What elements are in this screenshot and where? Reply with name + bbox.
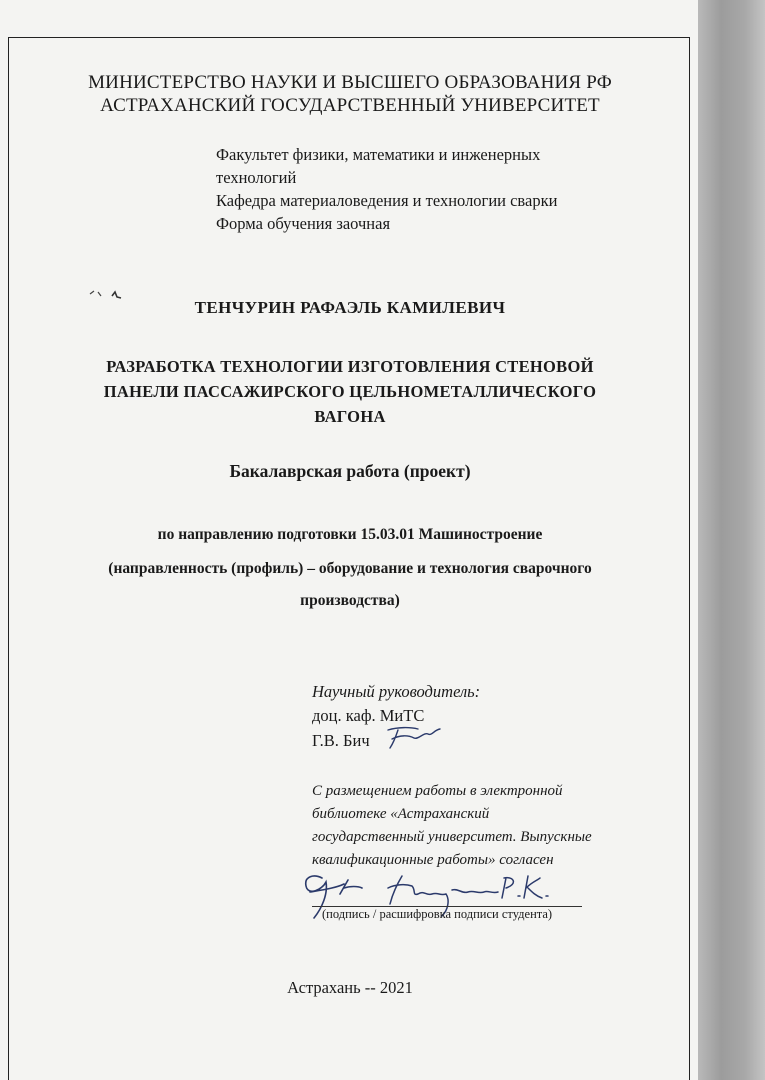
ministry-name: МИНИСТЕРСТВО НАУКИ И ВЫСШЕГО ОБРАЗОВАНИЯ РФ — [88, 72, 612, 93]
faculty-line-1: Факультет физики, математики и инженерных — [216, 145, 541, 164]
supervisor-position: доц. каф. МиТС — [312, 706, 425, 725]
direction-line-3: производства) — [300, 592, 400, 609]
work-type: Бакалаврская работа (проект) — [229, 461, 471, 481]
thesis-title-line-3: ВАГОНА — [314, 407, 386, 426]
supervisor-signature — [384, 724, 444, 752]
consent-line-1: С размещением работы в электронной — [312, 783, 563, 799]
department: Кафедра материаловедения и технологии сварки — [216, 191, 558, 210]
city-year: Астрахань -- 2021 — [287, 978, 413, 997]
supervisor-label: Научный руководитель: — [312, 682, 481, 701]
author-name: ТЕНЧУРИН РАФАЭЛЬ КАМИЛЕВИЧ — [194, 298, 506, 317]
consent-line-3: государственный университет. Выпускные — [312, 829, 592, 845]
signature-caption: (подпись / расшифровка подписи студента) — [322, 907, 553, 921]
consent-line-2: библиотеке «Астраханский — [312, 806, 490, 822]
consent-line-4: квалификационные работы» согласен — [312, 852, 554, 868]
supervisor-name: Г.В. Бич — [312, 731, 370, 750]
thesis-title-line-2: ПАНЕЛИ ПАССАЖИРСКОГО ЦЕЛЬНОМЕТАЛЛИЧЕСКОГО — [103, 382, 597, 401]
direction-line-2: (направленность (профиль) – оборудование и технология сварочного — [108, 560, 592, 577]
scan-edge — [698, 0, 765, 1080]
faculty-line-2: технологий — [216, 168, 297, 187]
thesis-title-line-1: РАЗРАБОТКА ТЕХНОЛОГИИ ИЗГОТОВЛЕНИЯ СТЕНОВОЙ — [106, 357, 594, 376]
study-form: Форма обучения заочная — [216, 214, 391, 233]
direction-line-1: по направлению подготовки 15.03.01 Машиностроение — [157, 526, 543, 543]
university-name: АСТРАХАНСКИЙ ГОСУДАРСТВЕННЫЙ УНИВЕРСИТЕТ — [100, 95, 600, 116]
